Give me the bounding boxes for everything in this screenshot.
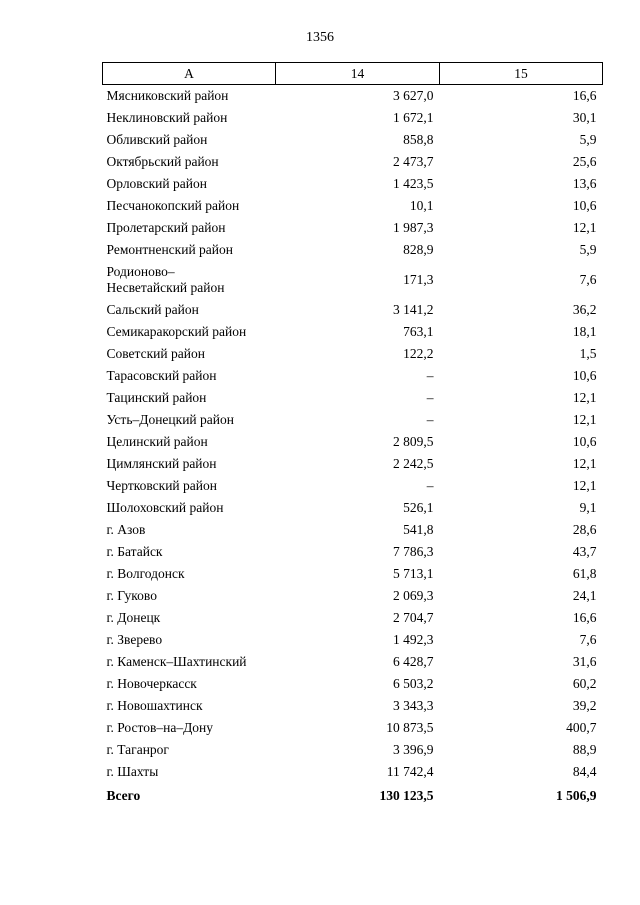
header-col-a: А xyxy=(103,63,276,85)
row-name: Мясниковский район xyxy=(106,87,229,103)
table-row xyxy=(103,431,603,453)
row-value-14: 1 672,1 xyxy=(393,109,434,125)
row-name: г. Гуково xyxy=(106,587,157,603)
row-value-14: 3 396,9 xyxy=(393,741,434,757)
row-value-14: 1 423,5 xyxy=(393,175,434,191)
row-name: г. Донецк xyxy=(106,609,161,625)
total-row xyxy=(103,783,603,805)
row-value-14: 2 473,7 xyxy=(393,153,434,169)
table-row xyxy=(103,497,603,519)
row-value-15: 5,9 xyxy=(579,241,597,257)
row-value-15: 18,1 xyxy=(572,323,597,339)
row-value-14: 6 428,7 xyxy=(393,653,434,669)
row-value-14: – xyxy=(426,367,434,383)
total-value-14: 130 123,5 xyxy=(379,787,434,803)
table-row xyxy=(103,607,603,629)
row-name: Усть–Донецкий район xyxy=(106,411,234,427)
table-row xyxy=(103,695,603,717)
row-name: Целинский район xyxy=(106,433,208,449)
row-value-15: 12,1 xyxy=(572,219,597,235)
row-value-15: 84,4 xyxy=(572,763,597,779)
table-row xyxy=(103,107,603,129)
row-value-15: 36,2 xyxy=(572,301,597,317)
row-value-14: 541,8 xyxy=(403,521,434,537)
table-row xyxy=(103,453,603,475)
table-row xyxy=(103,365,603,387)
row-name: г. Новошахтинск xyxy=(106,697,203,713)
row-value-14: 3 343,3 xyxy=(393,697,434,713)
row-value-15: 60,2 xyxy=(572,675,597,691)
row-value-15: 1,5 xyxy=(579,345,597,361)
row-value-15: 10,6 xyxy=(572,197,597,213)
row-name: Шолоховский район xyxy=(106,499,224,515)
row-value-14: 3 141,2 xyxy=(393,301,434,317)
row-name: Пролетарский район xyxy=(106,219,226,235)
table-row xyxy=(103,629,603,651)
row-value-14: 10,1 xyxy=(409,197,434,213)
row-value-15: 43,7 xyxy=(572,543,597,559)
row-value-15: 10,6 xyxy=(572,433,597,449)
row-name: г. Зверево xyxy=(106,631,163,647)
row-value-15: 5,9 xyxy=(579,131,597,147)
table-row xyxy=(103,195,603,217)
row-name: Семикаракорский район xyxy=(106,323,247,339)
row-value-15: 12,1 xyxy=(572,389,597,405)
table-row xyxy=(103,151,603,173)
row-value-15: 61,8 xyxy=(572,565,597,581)
row-value-14: 2 704,7 xyxy=(393,609,434,625)
table-row xyxy=(103,343,603,365)
total-label: Всего xyxy=(106,787,141,803)
table-row xyxy=(103,387,603,409)
row-value-14: 11 742,4 xyxy=(386,763,434,779)
row-value-15: 88,9 xyxy=(572,741,597,757)
table-row xyxy=(103,673,603,695)
row-value-14: 5 713,1 xyxy=(393,565,434,581)
row-name: г. Шахты xyxy=(106,763,159,779)
row-name: Тарасовский район xyxy=(106,367,217,383)
table-header-row xyxy=(103,63,603,85)
row-name: Чертковский район xyxy=(106,477,217,493)
data-table xyxy=(102,62,603,805)
row-value-14: 2 069,3 xyxy=(393,587,434,603)
row-name: Сальский район xyxy=(106,301,199,317)
row-name: Тацинский район xyxy=(106,389,207,405)
row-value-14: 1 987,3 xyxy=(393,219,434,235)
row-value-15: 9,1 xyxy=(579,499,597,515)
row-value-15: 400,7 xyxy=(566,719,597,735)
table-body xyxy=(103,85,603,805)
row-value-14: 858,8 xyxy=(403,131,434,147)
row-name: г. Батайск xyxy=(106,543,163,559)
row-name: г. Азов xyxy=(106,521,146,537)
row-value-15: 24,1 xyxy=(572,587,597,603)
table-row xyxy=(103,261,603,299)
table-row xyxy=(103,239,603,261)
row-value-15: 28,6 xyxy=(572,521,597,537)
table-row xyxy=(103,541,603,563)
table-row xyxy=(103,563,603,585)
table-row xyxy=(103,299,603,321)
total-value-15: 1 506,9 xyxy=(556,787,597,803)
page-number: 1356 xyxy=(306,30,334,45)
row-value-15: 39,2 xyxy=(572,697,597,713)
row-value-14: 763,1 xyxy=(403,323,434,339)
row-value-14: 2 809,5 xyxy=(393,433,434,449)
row-name: Песчанокопский район xyxy=(106,197,240,213)
row-name: Неклиновский район xyxy=(106,109,228,125)
row-value-15: 30,1 xyxy=(572,109,597,125)
row-value-15: 12,1 xyxy=(572,477,597,493)
row-name: Цимлянский район xyxy=(106,455,217,471)
table-row xyxy=(103,173,603,195)
row-value-14: 2 242,5 xyxy=(393,455,434,471)
table-row xyxy=(103,717,603,739)
row-value-14: 526,1 xyxy=(403,499,434,515)
row-value-15: 13,6 xyxy=(572,175,597,191)
table-row xyxy=(103,739,603,761)
table-row xyxy=(103,217,603,239)
row-value-14: 1 492,3 xyxy=(393,631,434,647)
data-table-container xyxy=(102,62,602,805)
row-value-14: 828,9 xyxy=(403,241,434,257)
table-row xyxy=(103,85,603,107)
table-row xyxy=(103,585,603,607)
row-name: Октябрьский район xyxy=(106,153,219,169)
row-value-15: 10,6 xyxy=(572,367,597,383)
table-row xyxy=(103,761,603,783)
row-value-14: 122,2 xyxy=(403,345,434,361)
row-name: Ремонтненский район xyxy=(106,241,233,257)
row-value-15: 12,1 xyxy=(572,455,597,471)
row-name: Советский район xyxy=(106,345,205,361)
row-value-14: – xyxy=(426,411,434,427)
row-value-15: 16,6 xyxy=(572,87,597,103)
row-name: г. Каменск–Шахтинский xyxy=(106,653,247,669)
row-value-14: – xyxy=(426,477,434,493)
row-value-14: – xyxy=(426,389,434,405)
row-value-14: 3 627,0 xyxy=(393,87,434,103)
row-value-15: 12,1 xyxy=(572,411,597,427)
table-row xyxy=(103,129,603,151)
row-name: Обливский район xyxy=(106,131,208,147)
row-value-15: 7,6 xyxy=(579,271,597,287)
row-name: Родионово– Несветайский район xyxy=(106,263,225,295)
row-value-14: 171,3 xyxy=(403,271,434,287)
row-value-14: 10 873,5 xyxy=(386,719,434,735)
table-row xyxy=(103,519,603,541)
row-value-14: 7 786,3 xyxy=(393,543,434,559)
table-row xyxy=(103,475,603,497)
row-value-15: 7,6 xyxy=(579,631,597,647)
header-col-14: 14 xyxy=(276,63,440,85)
table-row xyxy=(103,409,603,431)
table-row xyxy=(103,651,603,673)
row-name: г. Таганрог xyxy=(106,741,169,757)
row-name: Орловский район xyxy=(106,175,207,191)
row-name: г. Новочеркасск xyxy=(106,675,197,691)
row-value-15: 25,6 xyxy=(572,153,597,169)
row-value-15: 16,6 xyxy=(572,609,597,625)
row-value-14: 6 503,2 xyxy=(393,675,434,691)
row-name: г. Волгодонск xyxy=(106,565,185,581)
row-value-15: 31,6 xyxy=(572,653,597,669)
row-name: г. Ростов–на–Дону xyxy=(106,719,214,735)
table-row xyxy=(103,321,603,343)
header-col-15: 15 xyxy=(440,63,603,85)
